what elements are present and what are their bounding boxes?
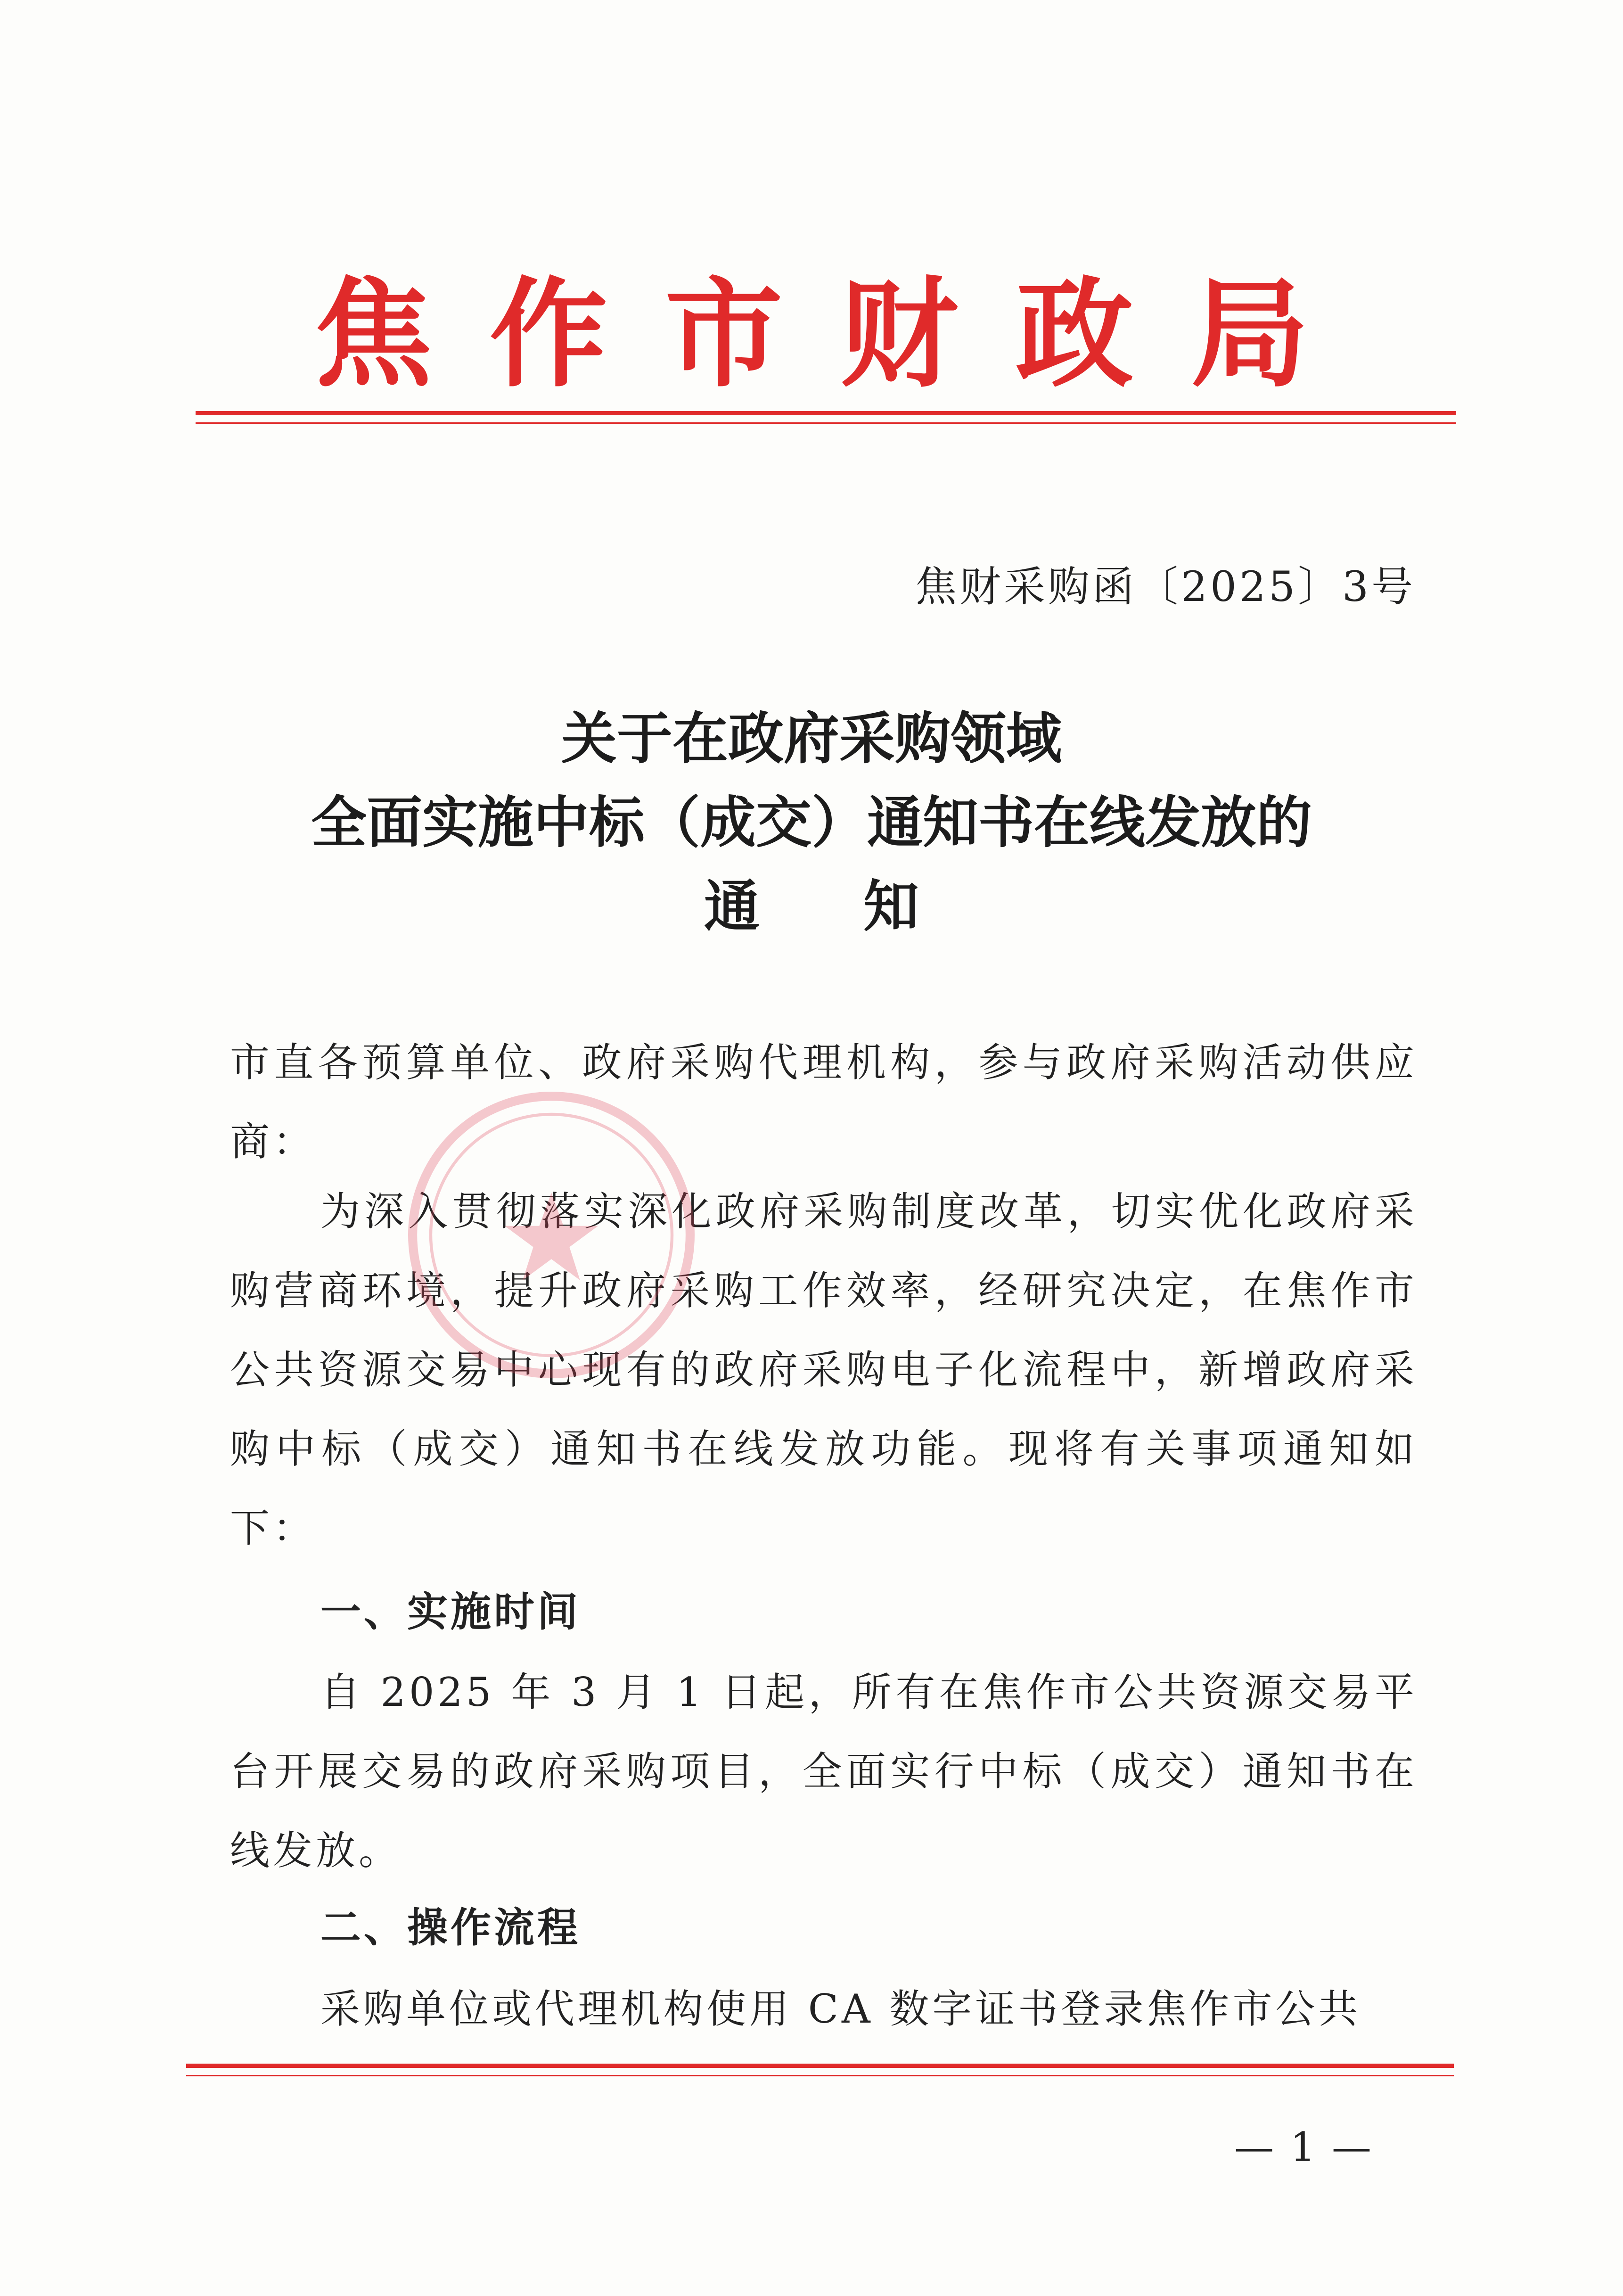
section-1-paragraph: 自 2025 年 3 月 1 日起，所有在焦作市公共资源交易平台开展交易的政府采购项目，全面实行中标（成交）通知书在线发放。 <box>230 1669 1418 1874</box>
section-2-heading: 二、操作流程 <box>320 1904 581 1951</box>
letterhead-rule-thin <box>196 422 1456 424</box>
intro-paragraph: 为深入贯彻落实深化政府采购制度改革，切实优化政府采购营商环境，提升政府采购工作效率，经研究决定，在焦作市公共资源交易中心现有的政府采购电子化流程中，新增政府采购中标（成交）通知书在线发放功能。现将有关事项通知如下： <box>230 1188 1418 1551</box>
letterhead-agency-name: 焦作市财政局 <box>314 266 1366 403</box>
footer-rule-thick <box>186 2064 1454 2068</box>
page-number: — 1 — <box>1234 2124 1373 2170</box>
title-line-1: 关于在政府采购领域 <box>561 706 1062 771</box>
section-2-paragraph: 采购单位或代理机构使用 CA 数字证书登录焦作市公共 <box>320 1986 1361 2032</box>
title-line-3: 通知 <box>704 874 1023 939</box>
footer-rule-thin <box>186 2075 1454 2076</box>
document-number: 焦财采购函〔2025〕3号 <box>915 562 1416 611</box>
salutation: 市直各预算单位、政府采购代理机构，参与政府采购活动供应商： <box>230 1039 1418 1165</box>
title-line-2: 全面实施中标（成交）通知书在线发放的 <box>311 790 1312 855</box>
official-seal-icon <box>401 1084 702 1386</box>
letterhead-rule-thick <box>196 411 1456 415</box>
section-1-heading: 一、实施时间 <box>320 1588 581 1636</box>
